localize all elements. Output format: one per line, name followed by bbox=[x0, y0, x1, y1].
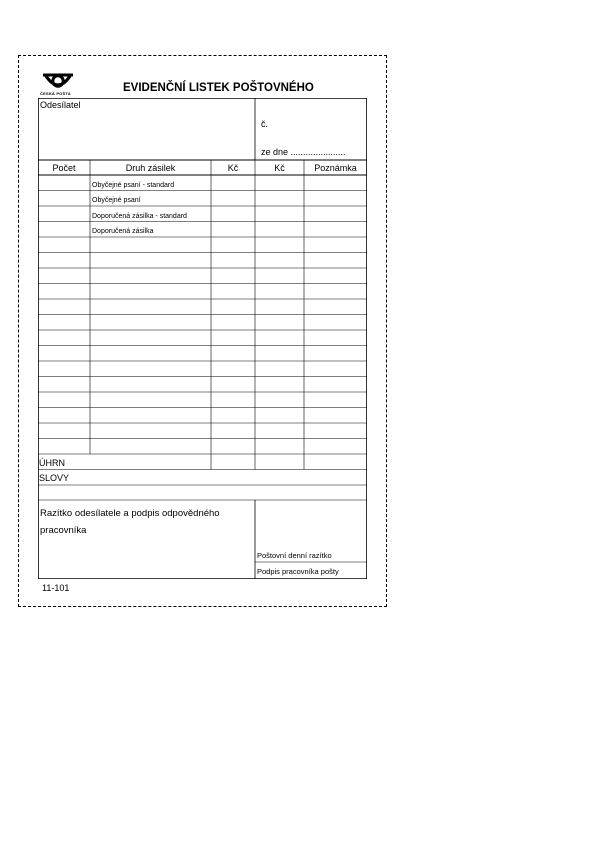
column-header-count: Počet bbox=[52, 163, 76, 173]
date-label: ze dne ...................... bbox=[261, 147, 346, 157]
words-label: SLOVY bbox=[39, 473, 70, 483]
row-type-label: Obyčejné psaní - standard bbox=[92, 182, 175, 189]
column-header-kc-2: Kč bbox=[274, 163, 285, 173]
column-header-kc-1: Kč bbox=[227, 163, 239, 173]
sender-label: Odesílatel bbox=[40, 100, 81, 110]
postal-stamp-label: Poštovní denní razítko bbox=[257, 551, 332, 560]
column-header-type: Druh zásilek bbox=[125, 163, 176, 173]
row-type-label: Doporučená zásilka - standard bbox=[92, 213, 187, 220]
logo-text: ČESKÁ POŠTA bbox=[40, 91, 71, 96]
row-type-label: Obyčejné psaní bbox=[92, 197, 141, 204]
sender-signature-label: Razítko odesílatele a podpis odpovědného pracovníka bbox=[40, 508, 220, 536]
form-title: EVIDENČNÍ LISTEK POŠTOVNÉHO bbox=[123, 82, 314, 94]
total-label: ÚHRN bbox=[39, 458, 65, 468]
postal-signature-label: Podpis pracovníka pošty bbox=[257, 567, 339, 576]
number-label: č. bbox=[261, 119, 269, 129]
row-type-label: Doporučená zásilka bbox=[92, 228, 154, 235]
column-header-note: Poznámka bbox=[314, 163, 357, 173]
form-code: 11-101 bbox=[42, 583, 70, 593]
form-grid bbox=[38, 98, 367, 579]
